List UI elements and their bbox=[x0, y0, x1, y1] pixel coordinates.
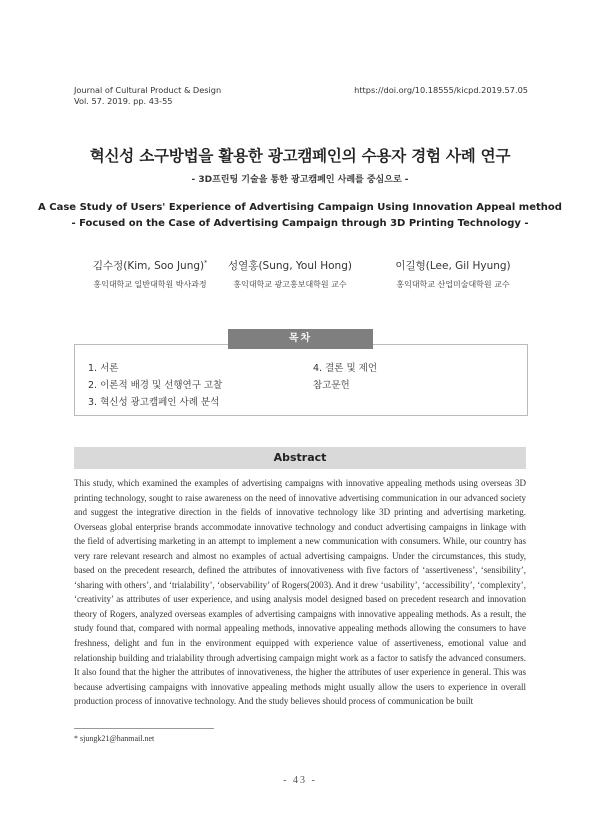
korean-title: 혁신성 소구방법을 활용한 광고캠페인의 수용자 경험 사례 연구 bbox=[89, 147, 511, 165]
author-2 bbox=[210, 258, 370, 290]
author-name: 이길형(Lee, Gil Hyung) bbox=[395, 260, 511, 272]
journal-citation bbox=[74, 85, 221, 107]
journal-name: Journal of Cultural Product & Design bbox=[74, 85, 222, 95]
toc-right-column bbox=[313, 360, 377, 394]
author-affiliation: 홍익대학교 산업미술대학원 교수 bbox=[396, 280, 510, 289]
footnote-email: * sjungk21@hanmail.net bbox=[74, 734, 155, 743]
author-1 bbox=[70, 258, 230, 290]
corresponding-mark: * bbox=[204, 259, 208, 267]
toc-left-column bbox=[88, 360, 222, 411]
korean-subtitle: - 3D프린팅 기술을 통한 광고캠페인 사례를 중심으로 - bbox=[191, 175, 409, 185]
toc-item[interactable]: 3. 혁신성 광고캠페인 사례 분석 bbox=[88, 397, 220, 408]
footnote-divider bbox=[74, 728, 214, 729]
toc-item[interactable]: 2. 이론적 배경 및 선행연구 고찰 bbox=[88, 380, 223, 391]
author-affiliation: 홍익대학교 일반대학원 박사과정 bbox=[93, 280, 207, 289]
journal-volume: Vol. 57. 2019. pp. 43-55 bbox=[74, 96, 173, 106]
abstract-heading: Abstract bbox=[74, 447, 526, 469]
toc-item[interactable]: 참고문헌 bbox=[313, 380, 350, 391]
author-3 bbox=[373, 258, 533, 290]
toc-item[interactable]: 4. 결론 및 제언 bbox=[313, 363, 378, 374]
english-title-line2: - Focused on the Case of Advertising Campaign through 3D Printing Technology - bbox=[71, 218, 529, 229]
toc-item[interactable]: 1. 서론 bbox=[88, 363, 119, 374]
author-name: 성열홍(Sung, Youl Hong) bbox=[228, 260, 352, 272]
english-title-line1: A Case Study of Users' Experience of Advertising Campaign Using Innovation Appeal method bbox=[38, 202, 562, 213]
author-affiliation: 홍익대학교 광고홍보대학원 교수 bbox=[233, 280, 347, 289]
abstract-body: This study, which examined the examples of advertising campaigns with innovative appealing methods using overseas 3D printing technology, sought to raise awareness on the need of innovative advertising communication in our advanced society and suggest the integrative direction in the fields of innovative technology like 3D printing and advertising marketing. Overseas global enterprise brands accommodate innovative technology and conduct advertising campaigns in linkage with the field of advertising marketing in an attempt to implement a new communication with consumers. While, our country has very rare relevant research and almost no examples of actual advertising campaigns. Under the circumstances, this study, based on the precedent research, defined the attributes of innovativeness with five factors of ‘assertiveness’, ‘sensibility’, ‘sharing with others’, and ‘trialability’, ‘observability’ of Rogers(2003). And it drew ‘usability’, ‘accessibility’, ‘complexity’, ‘creativity’ as attributes of user experience, and using analysis model designed based on precedent research and innovation theory of Rogers, analyzed overseas examples of advertising campaigns with innovative appealing methods. As a result, the study found that, compared with normal appealing methods, innovative appealing methods allowing the consumers to have freshness, delight and fun in the environment equipped with experience value of assertiveness, emotional value and relationship building and trialability through advertising campaign might work as a factor to satisfy the advanced consumers. It also found that the higher the attributes of innovativeness, the higher the attributes of user experience in general. This was because advertising campaigns with innovative appealing methods might usually allow the users to experience in overall production process of innovative technology. And the study believes should process of communication be built bbox=[74, 478, 526, 707]
page-number: - 43 - bbox=[283, 775, 317, 786]
english-title bbox=[0, 200, 600, 232]
toc-heading: 목차 bbox=[228, 329, 373, 349]
doi-link[interactable]: https://doi.org/10.18555/kicpd.2019.57.05 bbox=[354, 85, 528, 95]
author-name: 김수정(Kim, Soo Jung)* bbox=[92, 259, 208, 272]
